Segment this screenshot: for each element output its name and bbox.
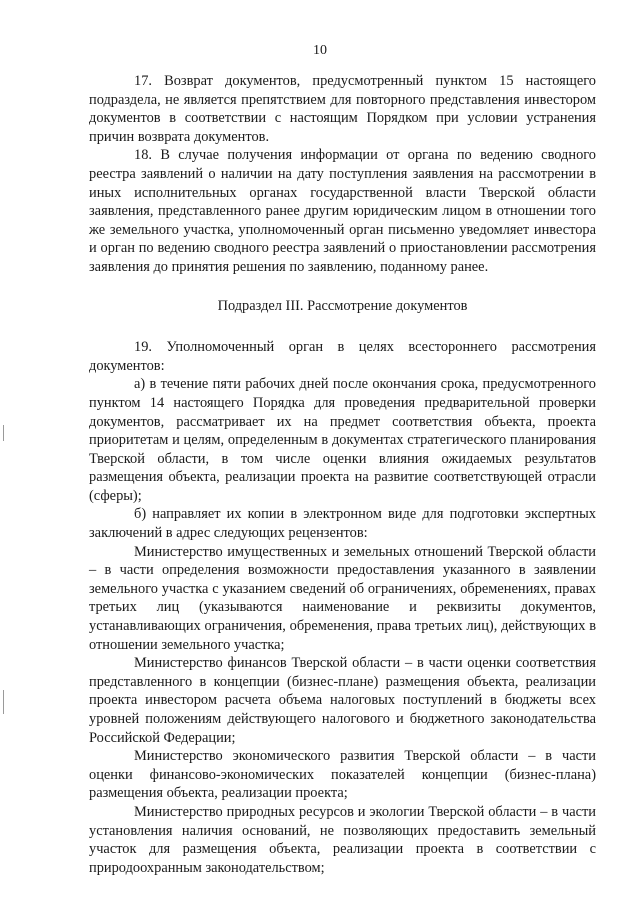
document-body bbox=[89, 72, 596, 877]
paragraph-19-a: а) в течение пяти рабочих дней после окончания срока, предусмотренного пунктом 14 настоящего Порядка для проведения предварительной проверки документов, рассматривает их на предмет соответствия объекта, проекта приоритетам и целям, определенным в документах стратегического планирования Тверской области, в том числе оценки влияния ожидаемых результатов размещения объекта, реализации проекта на развитие соответствующей отрасли (сферы); bbox=[89, 376, 596, 504]
reviewer-property-ministry: Министерство имущественных и земельных отношений Тверской области – в части определения возможности предоставления указанного в заявлении земельного участка с указанием сведений об ограничениях, обременениях, правах третьих лиц (указываются наименование и реквизиты документов, устанавливающих ограничения, обременения, права третьих лиц), действующих в отношении земельного участка; bbox=[89, 543, 596, 653]
page-number: 10 bbox=[313, 43, 327, 58]
scan-edge-mark bbox=[3, 690, 4, 714]
reviewer-nature-ministry: Министерство природных ресурсов и экологии Тверской области – в части установления наличия оснований, не позволяющих предоставить земельный участок для размещения объекта, реализации проекта в соответствии с природоохранным законодательством; bbox=[89, 803, 596, 876]
paragraph-19: 19. Уполномоченный орган в целях всестороннего рассмотрения документов: bbox=[89, 339, 596, 374]
reviewer-economy-ministry: Министерство экономического развития Тверской области – в части оценки финансово-экономических показателей концепции (бизнес-плана) размещения объекта, реализации проекта; bbox=[89, 748, 596, 802]
paragraph-17: 17. Возврат документов, предусмотренный пунктом 15 настоящего подраздела, не является препятствием для повторного представления инвестором документов в соответствии с настоящим Порядком при условии устранения причин возврата документов. bbox=[89, 73, 596, 145]
paragraph-18: 18. В случае получения информации от органа по ведению сводного реестра заявлений о наличии на дату поступления заявления на рассмотрении в иных исполнительных органах государственной власти Тверской области заявления, представленного ранее другим юридическим лицом в отношении того же земельного участка, уполномоченный орган письменно уведомляет инвестора и орган по ведению сводного реестра заявлений о приостановлении рассмотрения заявления до принятия решения по заявлению, поданному ранее. bbox=[89, 147, 596, 275]
paragraph-19-b: б) направляет их копии в электронном виде для подготовки экспертных заключений в адрес следующих рецензентов: bbox=[89, 506, 596, 542]
scan-edge-mark bbox=[3, 425, 4, 441]
section-heading: Подраздел III. Рассмотрение документов bbox=[217, 297, 468, 314]
reviewer-finance-ministry: Министерство финансов Тверской области – в части оценки соответствия представленного в концепции (бизнес-плане) размещения объекта, реализации проекта инвестором расчета объема налоговых поступлений в бюджеты всех уровней положениям действующего налогового и бюджетного законодательства Российской Федерации; bbox=[89, 655, 596, 746]
